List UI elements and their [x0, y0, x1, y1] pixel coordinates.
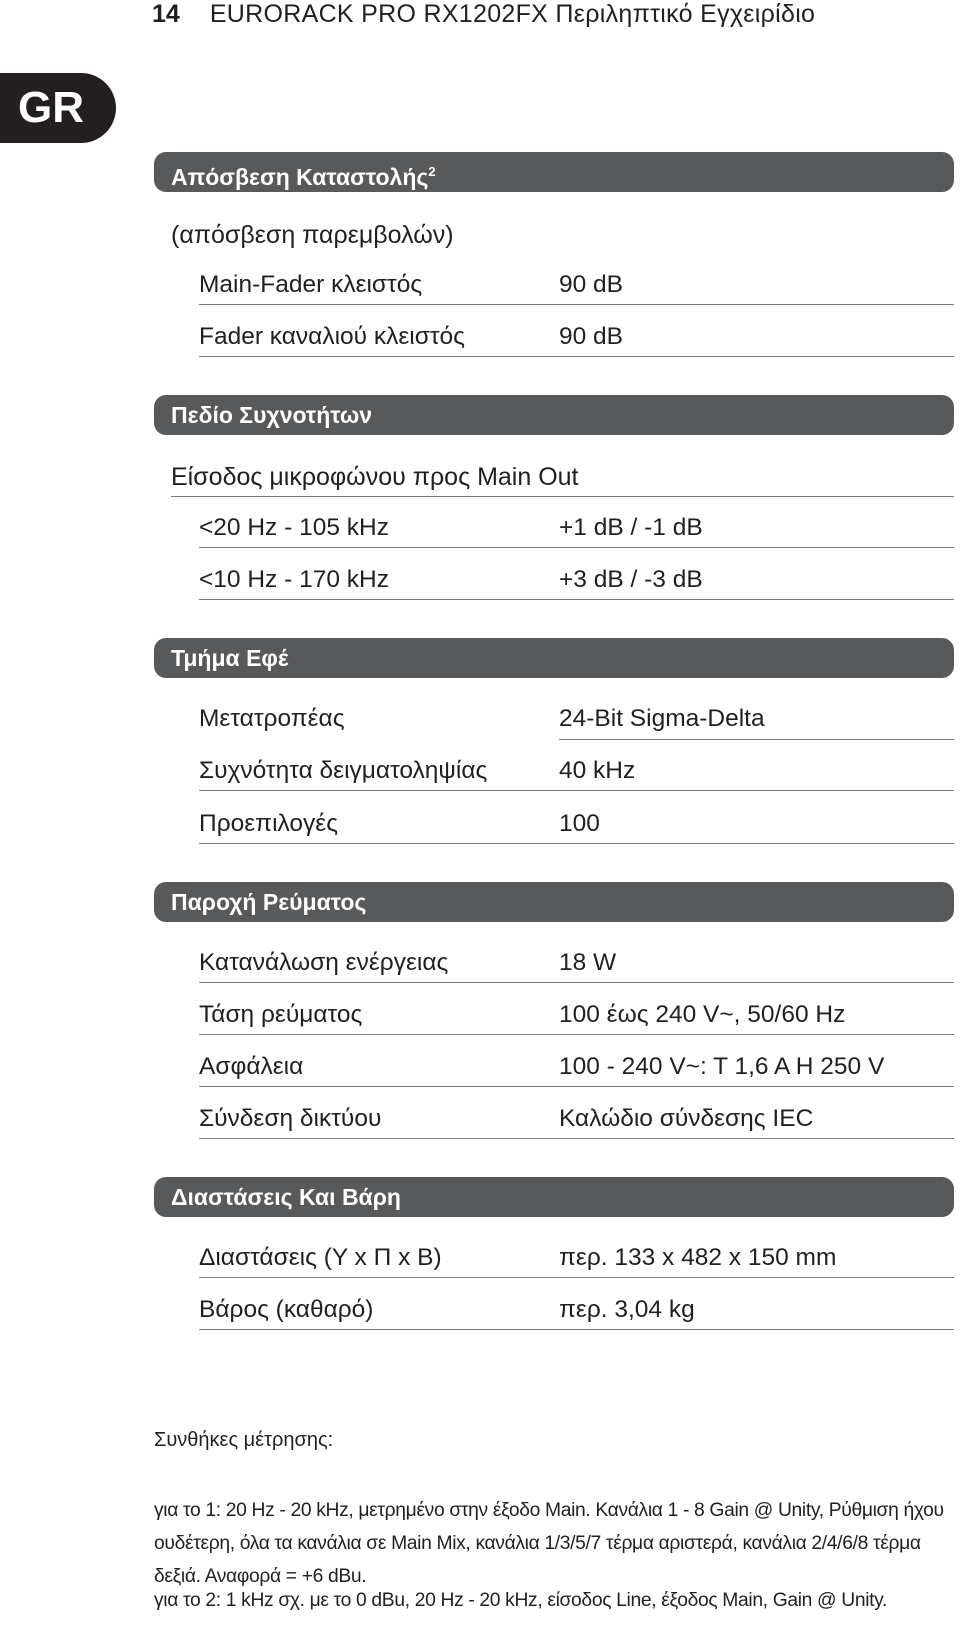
spec-row: [199, 700, 954, 738]
section-bar-frequency-response: [154, 395, 954, 435]
spec-label: Main-Fader κλειστός: [199, 271, 423, 298]
measurement-conditions-heading: Συνθήκες μέτρησης:: [154, 1429, 334, 1451]
spec-label: <10 Hz - 170 kHz: [199, 566, 389, 593]
page-header: [152, 0, 815, 28]
spec-value: +3 dB / -3 dB: [559, 566, 703, 593]
spec-value: 90 dB: [559, 323, 624, 350]
spec-value: 40 kHz: [559, 757, 636, 784]
section-bar-effects: [154, 638, 954, 678]
spec-value: 18 W: [559, 949, 617, 976]
spec-label: Συχνότητα δειγματοληψίας: [199, 757, 488, 784]
page-number: 14: [152, 0, 180, 28]
spec-value: περ. 133 x 482 x 150 mm: [559, 1244, 837, 1271]
section-subheading: (απόσβεση παρεμβολών): [171, 221, 454, 249]
spec-label: Τάση ρεύματος: [199, 1001, 363, 1028]
spec-value: +1 dB / -1 dB: [559, 514, 703, 541]
spec-value: περ. 3,04 kg: [559, 1296, 695, 1323]
section-bar-dimensions-weight: [154, 1177, 954, 1217]
spec-row: [199, 561, 954, 600]
spec-label: Διαστάσεις (Y x Π x B): [199, 1244, 442, 1271]
spec-value: 100 - 240 V~: T 1,6 A H 250 V: [559, 1053, 885, 1080]
spec-row: [199, 509, 954, 548]
section-bar-crosstalk: [154, 152, 954, 192]
spec-value: 100 έως 240 V~, 50/60 Hz: [559, 1001, 846, 1028]
section-subheading: Είσοδος μικροφώνου προς Main Out: [171, 458, 954, 497]
spec-label: Μετατροπέας: [199, 705, 345, 732]
spec-value: 24-Bit Sigma-Delta: [559, 705, 765, 732]
manual-title: EURORACK PRO RX1202FX Περιληπτικό Εγχειρίδιο: [209, 0, 816, 28]
spec-row: [199, 266, 954, 305]
section-title: Πεδίο Συχνοτήτων: [171, 402, 373, 428]
spec-row: [199, 996, 954, 1035]
footnote-marker: 2: [428, 164, 436, 179]
language-tab: GR: [0, 73, 116, 143]
spec-row: [199, 318, 954, 357]
footnote-2: για το 2: 1 kHz σχ. με το 0 dBu, 20 Hz - 20 kHz, είσοδος Line, έξοδος Main, Gain @ Unity.: [154, 1590, 888, 1611]
spec-value: 100: [559, 810, 600, 837]
spec-row: [199, 1100, 954, 1139]
spec-row: [199, 1239, 954, 1278]
spec-label: Προεπιλογές: [199, 810, 339, 837]
spec-label: Fader καναλιού κλειστός: [199, 323, 465, 350]
spec-label: Ασφάλεια: [199, 1053, 304, 1080]
spec-label: Σύνδεση δικτύου: [199, 1105, 382, 1132]
spec-row: [199, 944, 954, 983]
section-title: Παροχή Ρεύματος: [171, 889, 367, 915]
spec-value: 90 dB: [559, 271, 624, 298]
spec-label: Κατανάλωση ενέργειας: [199, 949, 449, 976]
spec-row: [199, 752, 954, 791]
section-title: Απόσβεση Καταστολής: [171, 164, 429, 190]
spec-label: Βάρος (καθαρό): [199, 1296, 374, 1323]
spec-value: Καλώδιο σύνδεσης IEC: [559, 1105, 814, 1132]
section-title: Διαστάσεις Και Βάρη: [171, 1184, 401, 1210]
section-title: Τμήμα Εφέ: [171, 645, 289, 671]
spec-label: <20 Hz - 105 kHz: [199, 514, 389, 541]
footnote-1: για το 1: 20 Hz - 20 kHz, μετρημένο στην έξοδο Main. Κανάλια 1 - 8 Gain @ Unity, Ρύθμιση ήχου ουδέτερη, όλα τα κανάλια σε Main Mix, κανάλια 1/3/5/7 τέρμα αριστερά, κανάλια 2/4/6/8 τέρμα δεξιά. Αναφορά = +6 dBu.: [154, 1500, 944, 1587]
spec-row: [199, 1048, 954, 1087]
spec-row: [199, 1291, 954, 1330]
section-bar-power-supply: [154, 882, 954, 922]
spec-row: [199, 805, 954, 844]
